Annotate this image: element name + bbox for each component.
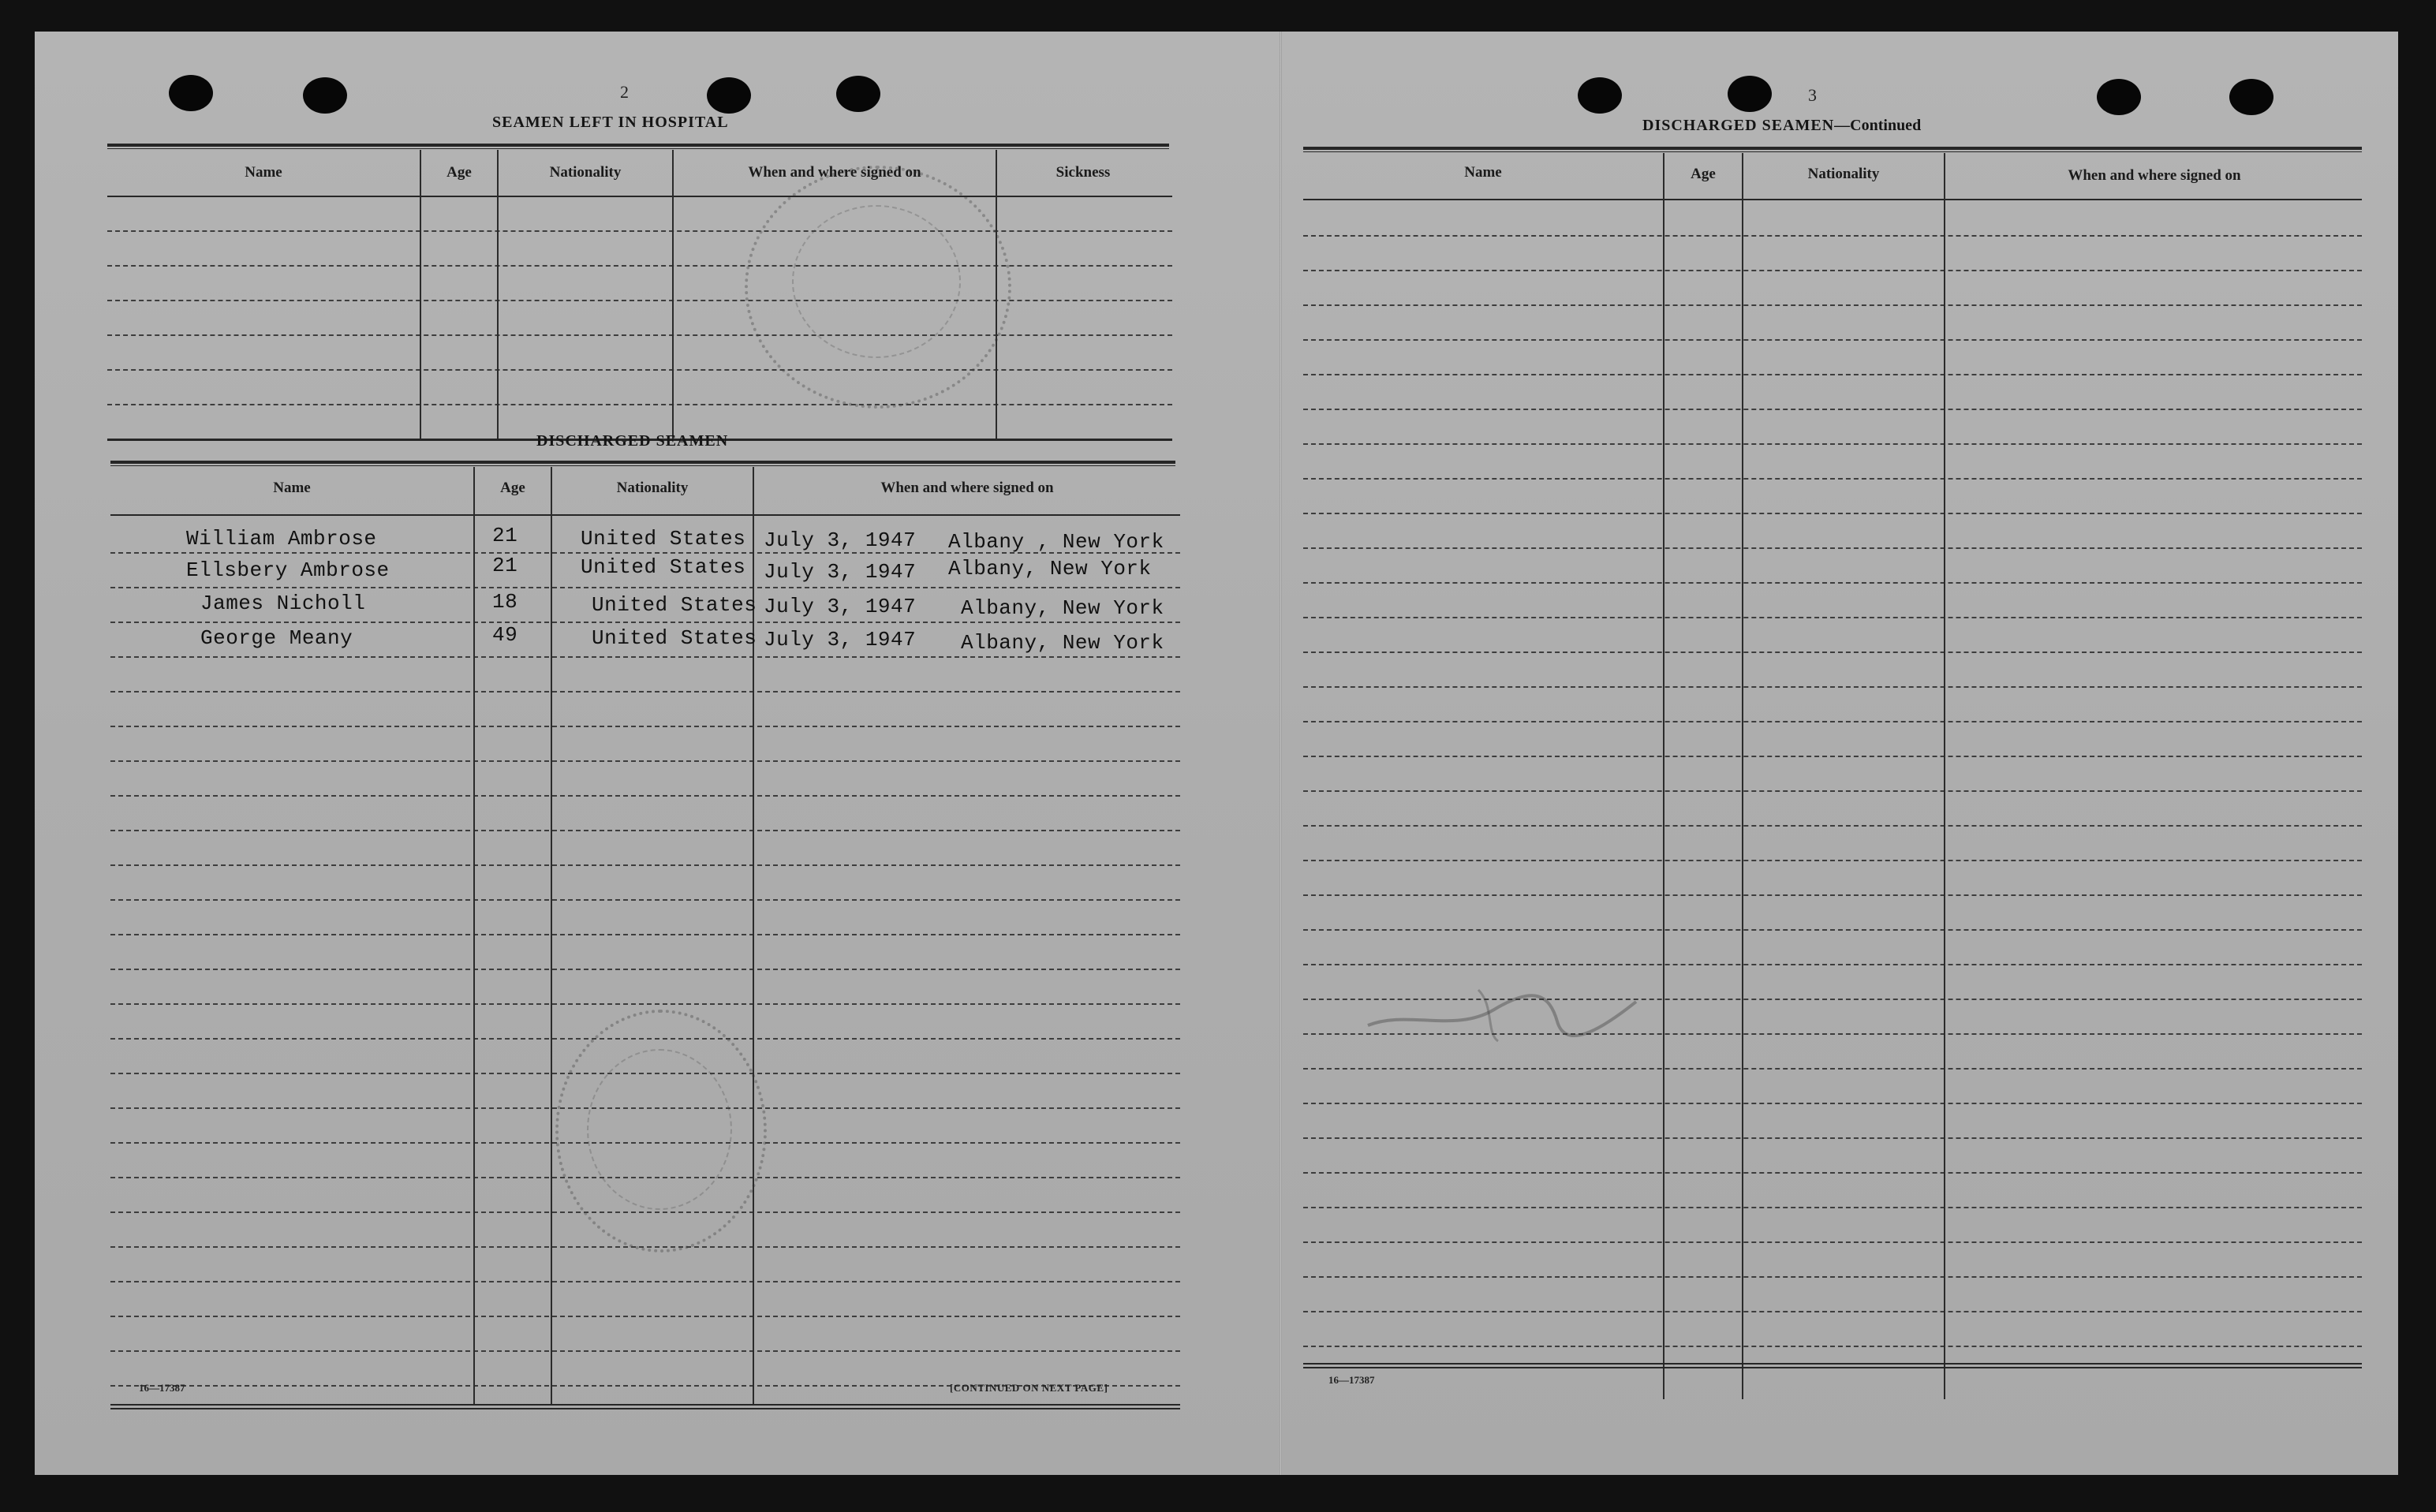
column-divider: [551, 467, 552, 1406]
ruled-line: [1303, 686, 2362, 688]
punch-hole: [169, 75, 213, 111]
ruled-line: [110, 1316, 1180, 1317]
ruled-line: [1303, 513, 2362, 514]
hospital-section-title: SEAMEN LEFT IN HOSPITAL: [492, 114, 729, 131]
ruled-line: [110, 1107, 1180, 1109]
ruled-line: [1303, 1311, 2362, 1312]
ruled-line: [1303, 1276, 2362, 1278]
column-divider: [497, 150, 499, 439]
ruled-line: [1303, 721, 2362, 722]
punch-hole: [707, 77, 751, 114]
ruled-line: [110, 899, 1180, 901]
ruled-line: [110, 1281, 1180, 1282]
ruled-line: [1303, 409, 2362, 410]
signed-on-place: Albany, New York: [961, 631, 1164, 655]
table-rule: [1303, 151, 2362, 152]
title-main: DISCHARGED SEAMEN: [1642, 117, 1835, 134]
column-header-age: Age: [500, 480, 525, 496]
title-suffix: —Continued: [1834, 117, 1922, 134]
ruled-line: [1303, 1207, 2362, 1208]
ruled-line: [110, 1038, 1180, 1040]
page-number: 2: [620, 82, 629, 102]
ruled-line: [110, 1246, 1180, 1248]
column-header-age: Age: [446, 164, 472, 181]
punch-hole: [1578, 77, 1622, 114]
ruled-line: [1303, 582, 2362, 584]
column-divider: [473, 467, 475, 1406]
table-rule: [1303, 199, 2362, 200]
ruled-line: [1303, 929, 2362, 931]
seaman-name: William Ambrose: [186, 527, 377, 551]
ruled-line: [1303, 304, 2362, 306]
ruled-line: [110, 795, 1180, 797]
signed-on-date: July 3, 1947: [764, 528, 917, 552]
ruled-line: [1303, 617, 2362, 618]
column-header-age: Age: [1691, 166, 1716, 182]
ruled-line: [110, 1142, 1180, 1144]
ruled-line: [110, 1073, 1180, 1074]
seaman-nationality: United States: [592, 593, 757, 617]
table-rule: [1303, 1363, 2362, 1365]
ruled-line: [110, 760, 1180, 762]
ruled-line: [1303, 1068, 2362, 1070]
signature-mark: [1360, 978, 1644, 1049]
seaman-age: 49: [492, 623, 518, 647]
ruled-line: [107, 404, 1172, 405]
punch-hole: [2097, 79, 2141, 115]
column-header-name: Name: [245, 164, 282, 181]
seaman-age: 21: [492, 554, 518, 577]
ruled-line: [1303, 374, 2362, 375]
ruled-line: [110, 1211, 1180, 1213]
page-fold: [1280, 32, 1282, 1475]
seaman-nationality: United States: [581, 527, 746, 551]
ruled-line: [110, 1350, 1180, 1352]
ruled-line: [110, 969, 1180, 970]
ruled-line: [1303, 651, 2362, 653]
ruled-line: [1303, 1241, 2362, 1243]
signed-on-date: July 3, 1947: [764, 628, 917, 651]
ruled-line: [110, 587, 1180, 588]
signed-on-date: July 3, 1947: [764, 560, 917, 584]
table-rule: [107, 144, 1169, 147]
column-header-signed-on: When and where signed on: [748, 164, 921, 181]
ruled-line: [110, 934, 1180, 935]
column-divider: [672, 150, 674, 439]
column-divider: [420, 150, 421, 439]
column-header-signed-on: When and where signed on: [880, 480, 1054, 496]
ruled-line: [1303, 1172, 2362, 1174]
seaman-age: 18: [492, 590, 518, 614]
seaman-age: 21: [492, 524, 518, 547]
ruled-line: [107, 369, 1172, 371]
punch-hole: [1728, 76, 1772, 112]
ruled-line: [110, 622, 1180, 623]
ruled-line: [1303, 1346, 2362, 1347]
continued-note: [CONTINUED ON NEXT PAGE]: [950, 1382, 1108, 1394]
seaman-name: James Nicholl: [200, 592, 366, 615]
table-rule: [107, 196, 1172, 197]
form-number: 16—17387: [1328, 1374, 1375, 1386]
signed-on-place: Albany, New York: [961, 596, 1164, 620]
ruled-line: [1303, 478, 2362, 480]
column-divider: [1663, 153, 1664, 1399]
signed-on-date: July 3, 1947: [764, 595, 917, 618]
table-rule: [110, 465, 1175, 466]
ruled-line: [1303, 443, 2362, 445]
column-divider: [996, 150, 997, 439]
column-header-nationality: Nationality: [616, 480, 689, 496]
seaman-name: George Meany: [200, 626, 353, 650]
column-divider: [1742, 153, 1743, 1399]
table-rule: [1303, 147, 2362, 150]
punch-hole: [303, 77, 347, 114]
table-rule: [110, 514, 1180, 516]
seaman-name: Ellsbery Ambrose: [186, 558, 390, 582]
ruled-line: [1303, 1103, 2362, 1104]
punch-hole: [2229, 79, 2273, 115]
page-number: 3: [1808, 85, 1817, 105]
ruled-line: [1303, 1137, 2362, 1139]
table-rule: [1303, 1367, 2362, 1368]
document-sheet: [35, 32, 2398, 1475]
signed-on-place: Albany , New York: [948, 530, 1164, 554]
signed-on-place: Albany, New York: [948, 557, 1152, 581]
discharged-continued-title: [1642, 117, 1921, 135]
ruled-line: [1303, 825, 2362, 827]
column-header-nationality: Nationality: [1807, 166, 1880, 182]
ruled-line: [1303, 547, 2362, 549]
ruled-line: [110, 864, 1180, 866]
ruled-line: [110, 726, 1180, 727]
ruled-line: [1303, 339, 2362, 341]
column-header-signed-on: When and where signed on: [2068, 167, 2241, 184]
ruled-line: [107, 334, 1172, 336]
column-header-nationality: Nationality: [549, 164, 622, 181]
table-rule: [110, 1404, 1180, 1406]
ruled-line: [107, 230, 1172, 232]
form-number: 16—17387: [139, 1382, 185, 1394]
ruled-line: [110, 656, 1180, 658]
column-header-name: Name: [1464, 164, 1502, 181]
seaman-nationality: United States: [581, 555, 746, 579]
column-header-name: Name: [273, 480, 311, 496]
ruled-line: [110, 1003, 1180, 1005]
table-rule: [107, 148, 1169, 149]
discharged-section-title: DISCHARGED SEAMEN: [536, 432, 729, 450]
ruled-line: [1303, 964, 2362, 965]
ruled-line: [1303, 235, 2362, 237]
punch-hole: [836, 76, 880, 112]
seaman-nationality: United States: [592, 626, 757, 650]
table-rule: [110, 461, 1175, 464]
ruled-line: [107, 265, 1172, 267]
ruled-line: [1303, 270, 2362, 271]
ruled-line: [1303, 790, 2362, 792]
ruled-line: [1303, 860, 2362, 861]
ruled-line: [110, 691, 1180, 693]
ruled-line: [110, 1177, 1180, 1178]
column-header-sickness: Sickness: [1055, 164, 1111, 181]
ruled-line: [1303, 756, 2362, 757]
column-divider: [1944, 153, 1945, 1399]
ruled-line: [110, 830, 1180, 831]
ruled-line: [107, 300, 1172, 301]
ruled-line: [1303, 894, 2362, 896]
table-rule: [110, 1408, 1180, 1409]
